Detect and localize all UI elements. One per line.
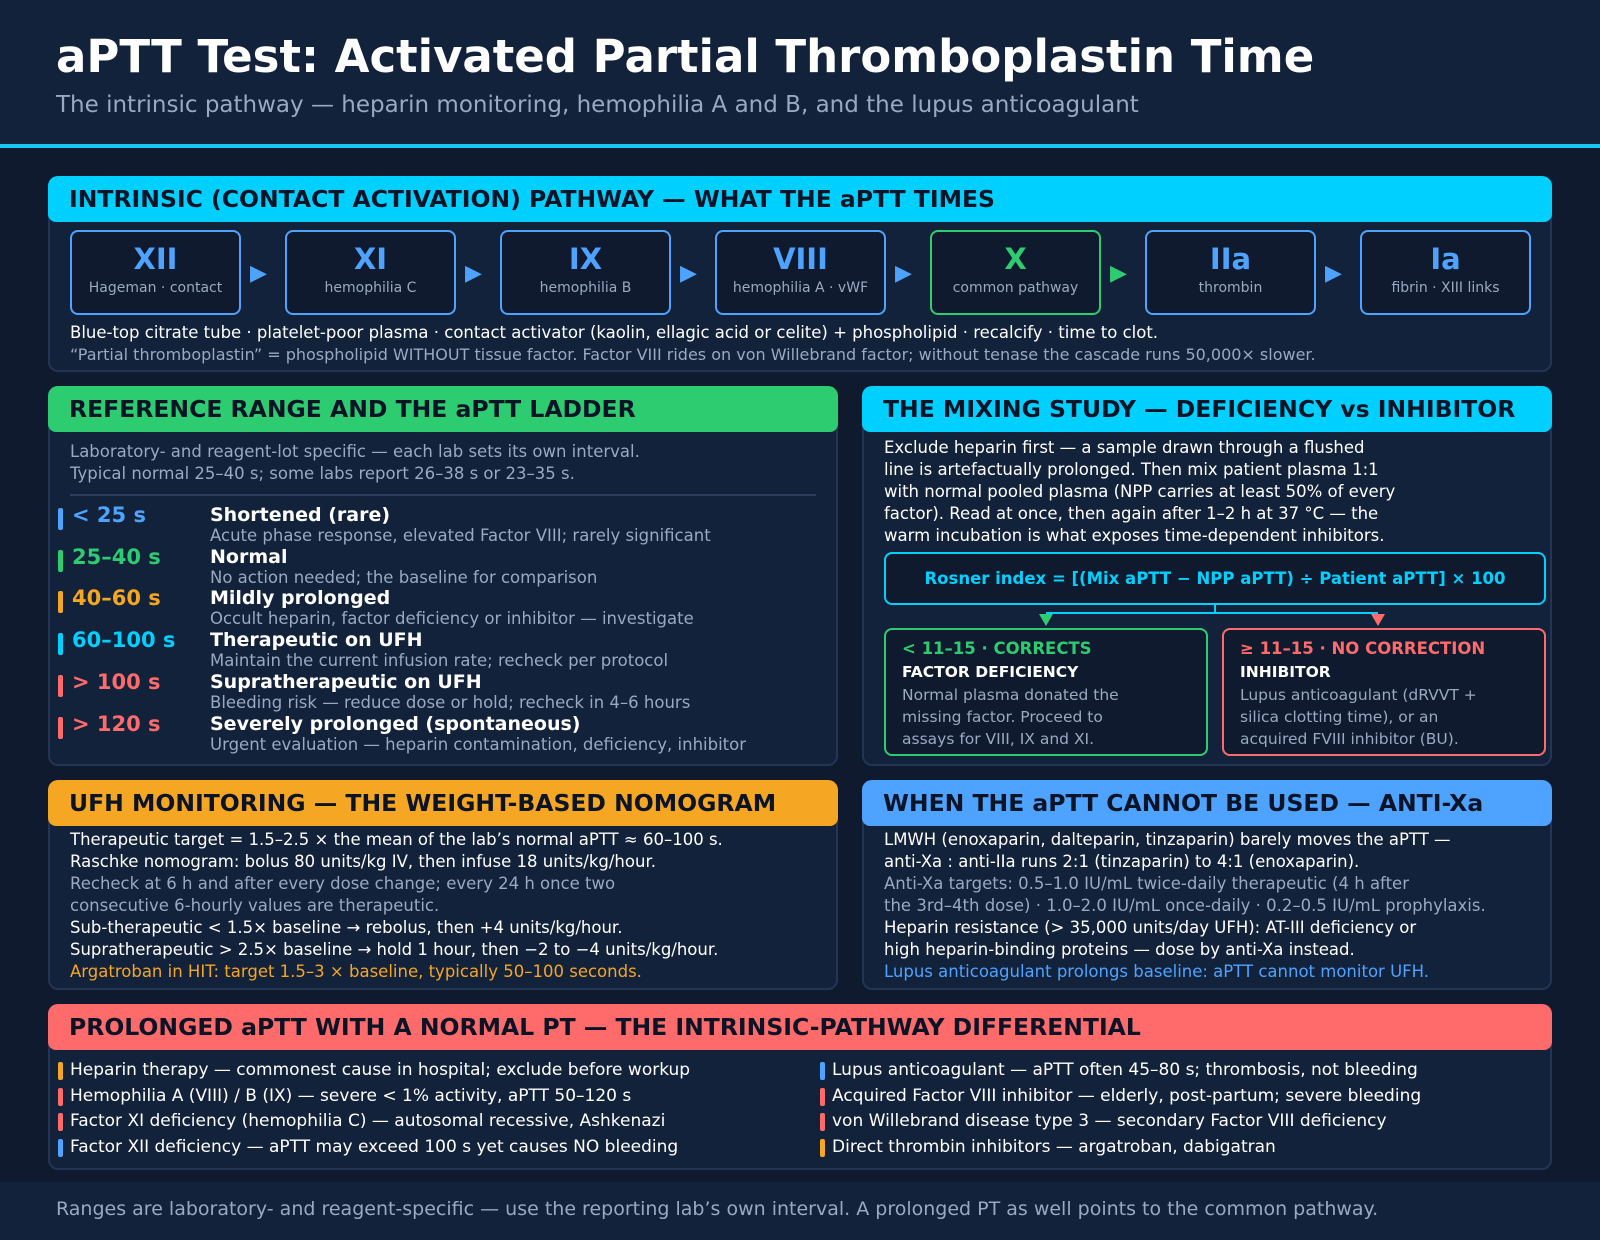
mixing-text: warm incubation is what exposes time-dependent inhibitors.: [884, 526, 1385, 545]
mixing-text: line is artefactually prolonged. Then mix patient plasma 1:1: [884, 460, 1379, 479]
differential-color-bar: [58, 1088, 63, 1106]
arrow-right-icon: ▶: [465, 261, 482, 286]
antixa-text: the 3rd–4th dose) · 1.0–2.0 IU/mL once-daily · 0.2–0.5 IU/mL prophylaxis.: [884, 896, 1486, 915]
differential-color-bar: [58, 1113, 63, 1131]
differential-item: Heparin therapy — commonest cause in hospital; exclude before workup: [70, 1060, 691, 1080]
antixa-text: LMWH (enoxaparin, dalteparin, tinzaparin) barely moves the aPTT —: [884, 830, 1451, 849]
page-subtitle: The intrinsic pathway — heparin monitoring, hemophilia A and B, and the lupus anticoagulant: [56, 92, 1139, 118]
pathway-heading: INTRINSIC (CONTACT ACTIVATION) PATHWAY — WHAT THE aPTT TIMES: [48, 176, 1552, 222]
factor-sub: Hageman · contact: [88, 280, 223, 296]
footer-note: Ranges are laboratory- and reagent-specific — use the reporting lab’s own interval. A prolonged PT as well points to the common pathway.: [56, 1198, 1379, 1220]
mixing-panel: [862, 386, 1552, 766]
factor-name: XI: [353, 242, 388, 276]
ladder-desc: No action needed; the baseline for comparison: [210, 567, 598, 587]
arrow-right-icon: ▶: [250, 261, 267, 286]
divider: [70, 494, 816, 496]
differential-color-bar: [58, 1062, 63, 1080]
ladder-row: [58, 544, 818, 588]
antixa-text: anti-Xa : anti-IIa runs 2:1 (tinzaparin) to 4:1 (enoxaparin).: [884, 852, 1360, 871]
factor-name: VIII: [773, 242, 828, 276]
factor-box-xii: [70, 230, 241, 315]
ladder-intro: Typical normal 25–40 s; some labs report 26–38 s or 23–35 s.: [70, 464, 575, 483]
differential-item: Factor XII deficiency — aPTT may exceed 100 s yet causes NO bleeding: [70, 1136, 679, 1157]
factor-box-viii: [715, 230, 886, 315]
factor-box-x: [930, 230, 1101, 315]
corrects-box: [884, 628, 1208, 756]
page-title: aPTT Test: Activated Partial Thromboplastin Time: [56, 30, 1315, 83]
ufh-text: Argatroban in HIT: target 1.5–3 × baseline, typically 50–100 seconds.: [70, 962, 642, 981]
ladder-color-bar: [58, 717, 63, 739]
pathway-panel: [48, 176, 1552, 372]
page-header: [0, 0, 1600, 148]
antixa-text: Lupus anticoagulant prolongs baseline: aPTT cannot monitor UFH.: [884, 962, 1429, 981]
differential-panel: [48, 1004, 1552, 1170]
ufh-text: Sub-therapeutic < 1.5× baseline → rebolus, then +4 units/kg/hour.: [70, 918, 623, 937]
mixing-text: Exclude heparin first — a sample drawn through a flushed: [884, 438, 1365, 457]
corrects-subtitle: FACTOR DEFICIENCY: [902, 663, 1079, 681]
ladder-range: > 120 s: [72, 711, 161, 736]
mixing-heading: THE MIXING STUDY — DEFICIENCY vs INHIBITOR: [862, 386, 1552, 432]
rosner-formula: Rosner index = [(Mix aPTT − NPP aPTT) ÷ Patient aPTT] × 100: [884, 552, 1546, 605]
factor-sub: hemophilia B: [539, 280, 632, 296]
ladder-range: 40–60 s: [72, 586, 161, 611]
ladder-range: 60–100 s: [72, 628, 176, 653]
ladder-desc: Bleeding risk — reduce dose or hold; recheck in 4–6 hours: [210, 692, 691, 712]
factor-sub: thrombin: [1198, 280, 1263, 296]
antixa-heading: WHEN THE aPTT CANNOT BE USED — ANTI-Xa: [862, 780, 1552, 826]
corrects-desc: assays for VIII, IX and XI.: [902, 730, 1095, 748]
ladder-label: Mildly prolonged: [210, 587, 391, 610]
differential-color-bar: [820, 1113, 825, 1131]
ladder-heading: REFERENCE RANGE AND THE aPTT LADDER: [48, 386, 838, 432]
ladder-intro: Laboratory- and reagent-lot specific — each lab sets its own interval.: [70, 442, 640, 461]
ladder-color-bar: [58, 550, 63, 572]
differential-color-bar: [58, 1139, 63, 1157]
mixing-text: with normal pooled plasma (NPP carries at least 50% of every: [884, 482, 1396, 501]
ladder-row: [58, 586, 818, 629]
no-correction-title: ≥ 11–15 · NO CORRECTION: [1240, 639, 1486, 658]
no-correction-desc: acquired FVIII inhibitor (BU).: [1240, 730, 1459, 748]
ladder-desc: Urgent evaluation — heparin contamination, deficiency, inhibitor: [210, 734, 747, 754]
ladder-color-bar: [58, 591, 63, 613]
mixing-text: factor). Read at once, then again after 1–2 h at 37 °C — the: [884, 504, 1379, 523]
ladder-color-bar: [58, 633, 63, 655]
factor-box-ia: [1360, 230, 1531, 315]
antixa-panel: [862, 780, 1552, 990]
pathway-note: “Partial thromboplastin” = phospholipid WITHOUT tissue factor. Factor VIII rides on von Willebrand factor; without tenase the cascade runs 50,000× slower.: [70, 345, 1316, 364]
differential-item: Acquired Factor VIII inhibitor — elderly, post-partum; severe bleeding: [832, 1085, 1422, 1106]
factor-box-iia: [1145, 230, 1316, 315]
differential-color-bar: [820, 1062, 825, 1080]
page-footer: [0, 1182, 1600, 1240]
factor-name: IIa: [1209, 242, 1252, 276]
arrow-down-icon: [1371, 614, 1385, 626]
pathway-note: Blue-top citrate tube · platelet-poor plasma · contact activator (kaolin, ellagic acid or celite) + phospholipid · recalcify · time to clot.: [70, 323, 1159, 342]
differential-item: von Willebrand disease type 3 — secondary Factor VIII deficiency: [832, 1111, 1387, 1131]
ladder-range: 25–40 s: [72, 544, 161, 569]
corrects-desc: missing factor. Proceed to: [902, 708, 1103, 726]
ladder-label: Supratherapeutic on UFH: [210, 670, 482, 693]
arrow-right-icon: ▶: [1325, 261, 1342, 286]
arrow-down-icon: [1039, 614, 1053, 626]
factor-sub: hemophilia A · vWF: [732, 280, 869, 296]
connector-line: [1046, 612, 1378, 614]
ladder-desc: Acute phase response, elevated Factor VIII; rarely significant: [210, 526, 711, 545]
arrow-right-icon: ▶: [680, 261, 697, 286]
no-correction-subtitle: INHIBITOR: [1240, 663, 1331, 681]
factor-sub: fibrin · XIII links: [1391, 280, 1500, 296]
differential-heading: PROLONGED aPTT WITH A NORMAL PT — THE INTRINSIC-PATHWAY DIFFERENTIAL: [48, 1004, 1552, 1050]
ufh-text: Raschke nomogram: bolus 80 units/kg IV, then infuse 18 units/kg/hour.: [70, 852, 656, 871]
ladder-row: [58, 628, 818, 671]
antixa-text: Anti-Xa targets: 0.5–1.0 IU/mL twice-daily therapeutic (4 h after: [884, 874, 1409, 893]
corrects-desc: Normal plasma donated the: [902, 686, 1119, 704]
factor-name: Ia: [1430, 242, 1461, 276]
ufh-panel: [48, 780, 838, 990]
ufh-heading: UFH MONITORING — THE WEIGHT-BASED NOMOGRAM: [48, 780, 838, 826]
arrow-right-icon: ▶: [895, 261, 912, 286]
differential-item: Lupus anticoagulant — aPTT often 45–80 s; thrombosis, not bleeding: [832, 1060, 1418, 1080]
ladder-row: [58, 669, 818, 713]
no-correction-desc: Lupus anticoagulant (dRVVT +: [1240, 686, 1477, 704]
ladder-row: [58, 503, 818, 546]
ladder-label: Shortened (rare): [210, 504, 391, 526]
ladder-range: < 25 s: [72, 503, 146, 527]
corrects-title: < 11–15 · CORRECTS: [902, 639, 1092, 658]
factor-sub: common pathway: [952, 280, 1079, 296]
factor-name: XII: [133, 242, 178, 276]
differential-color-bar: [820, 1088, 825, 1106]
ufh-text: Recheck at 6 h and after every dose change; every 24 h once two: [70, 874, 616, 893]
ladder-label: Therapeutic on UFH: [210, 629, 423, 652]
differential-item: Factor XI deficiency (hemophilia C) — autosomal recessive, Ashkenazi: [70, 1111, 666, 1131]
ladder-row: [58, 711, 818, 755]
antixa-text: Heparin resistance (> 35,000 units/day UFH): AT-III deficiency or: [884, 918, 1417, 937]
ladder-range: > 100 s: [72, 669, 161, 694]
differential-color-bar: [820, 1139, 825, 1157]
ufh-text: Therapeutic target = 1.5–2.5 × the mean of the lab’s normal aPTT ≈ 60–100 s.: [70, 830, 723, 849]
no-correction-box: [1222, 628, 1546, 756]
differential-item: Direct thrombin inhibitors — argatroban, dabigatran: [832, 1136, 1276, 1157]
ufh-text: consecutive 6-hourly values are therapeutic.: [70, 896, 440, 915]
ladder-desc: Occult heparin, factor deficiency or inhibitor — investigate: [210, 609, 694, 629]
factor-box-xi: [285, 230, 456, 315]
ladder-panel: [48, 386, 838, 766]
factor-name: X: [1004, 242, 1027, 276]
ufh-text: Supratherapeutic > 2.5× baseline → hold 1 hour, then −2 to −4 units/kg/hour.: [70, 940, 719, 959]
ladder-label: Severely prolonged (spontaneous): [210, 712, 581, 735]
no-correction-desc: silica clotting time), or an: [1240, 708, 1439, 726]
ladder-color-bar: [58, 675, 63, 697]
factor-sub: hemophilia C: [324, 280, 417, 296]
factor-box-ix: [500, 230, 671, 315]
ladder-label: Normal: [210, 545, 288, 568]
ladder-color-bar: [58, 508, 63, 530]
arrow-right-icon: ▶: [1110, 261, 1127, 286]
antixa-text: high heparin-binding proteins — dose by anti-Xa instead.: [884, 940, 1355, 959]
ladder-desc: Maintain the current infusion rate; recheck per protocol: [210, 651, 669, 671]
factor-name: IX: [568, 242, 603, 276]
differential-item: Hemophilia A (VIII) / B (IX) — severe < 1% activity, aPTT 50–120 s: [70, 1085, 632, 1106]
